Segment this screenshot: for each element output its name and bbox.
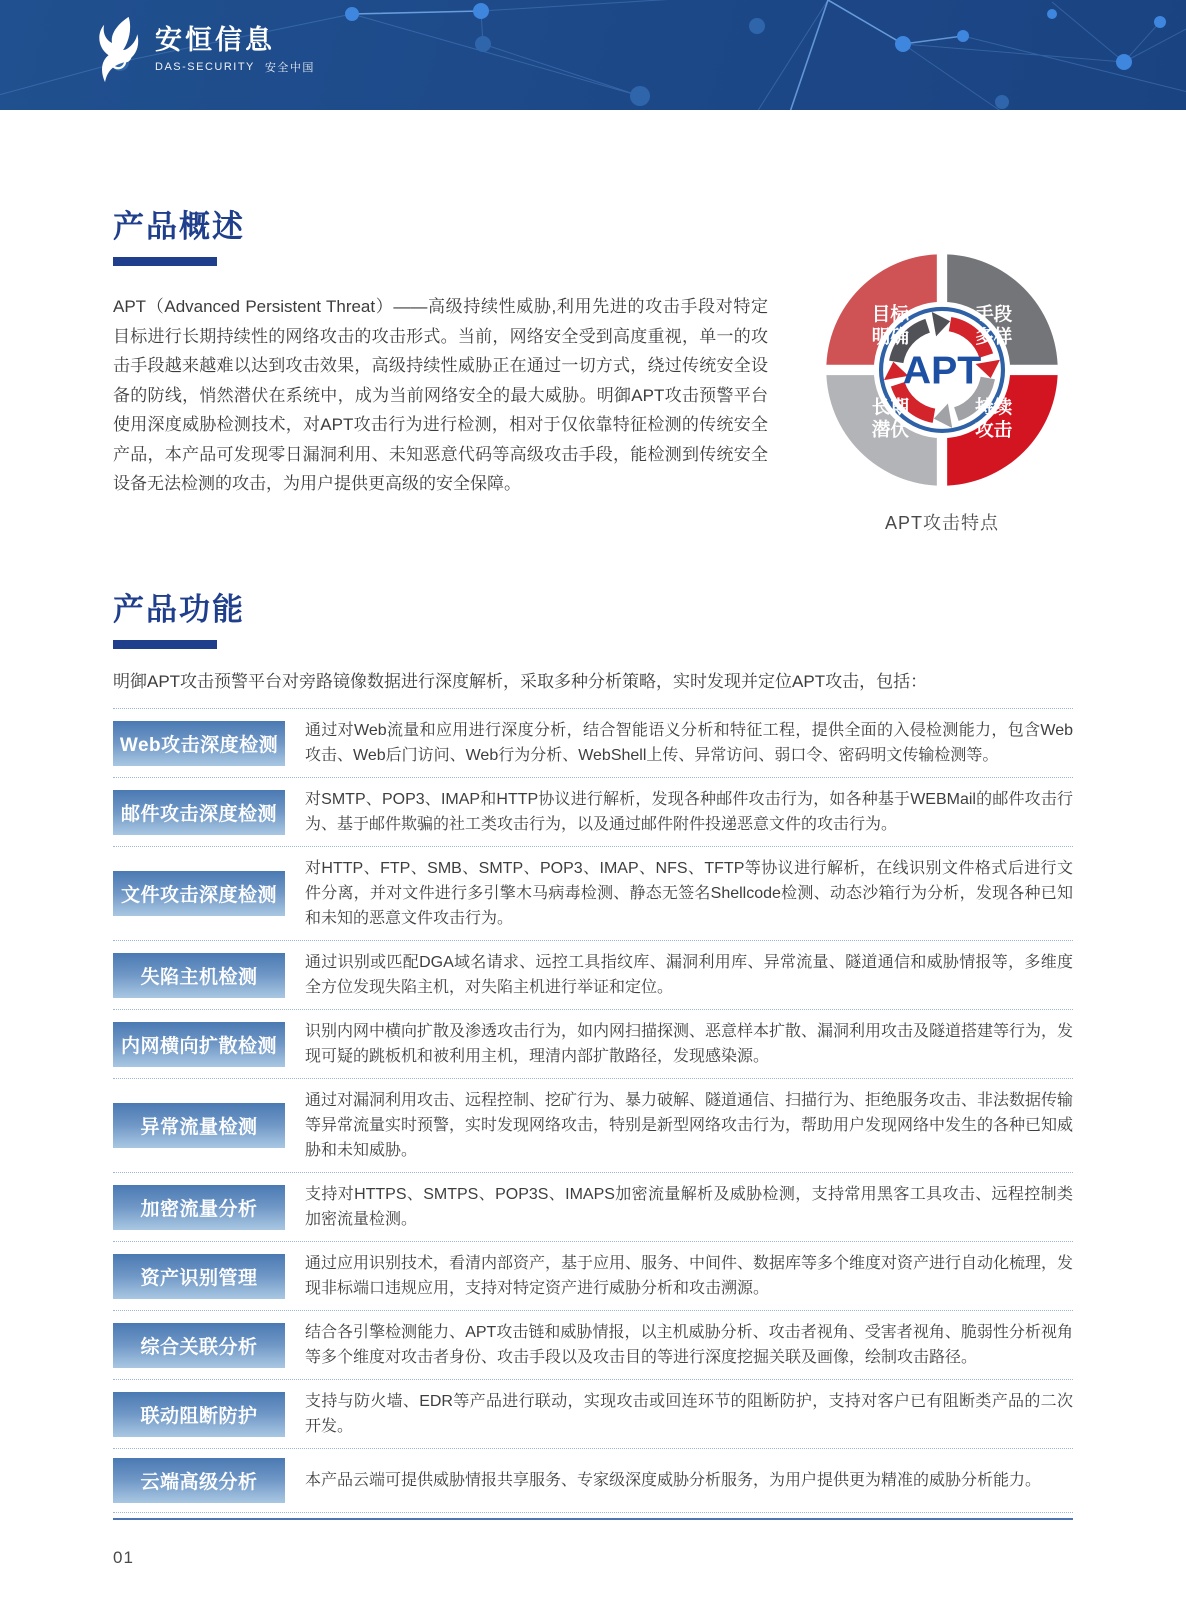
feature-label: 文件攻击深度检测: [113, 871, 285, 916]
logo-swirl-icon: [95, 16, 143, 84]
feature-row: [113, 1379, 1073, 1448]
quadrant-label-tl-2: 明确: [871, 326, 909, 348]
overview-title-underline: [113, 257, 217, 266]
feature-row: [113, 940, 1073, 1009]
feature-description: 支持与防火墙、EDR等产品进行联动，实现攻击或回连环节的阻断防护，支持对客户已有阻断类产品的二次开发。: [305, 1393, 1073, 1435]
quadrant-label-bl-2: 潜伏: [871, 419, 909, 441]
apt-feature-wheel: [818, 248, 1066, 496]
company-logo: [95, 16, 315, 84]
overview-title: 产品概述: [113, 209, 245, 244]
quadrant-label-tr-2: 多样: [975, 326, 1013, 348]
feature-row: [113, 1241, 1073, 1310]
brand-name-en: DAS-SECURITY: [155, 61, 255, 73]
feature-row: [113, 1172, 1073, 1241]
quadrant-label-tl-1: 目标: [871, 303, 909, 325]
feature-description: 通过识别或匹配DGA域名请求、远控工具指纹库、漏洞利用库、异常流量、隧道通信和威胁情报等，多维度全方位发现失陷主机，对失陷主机进行举证和定位。: [305, 954, 1073, 996]
quadrant-label-br-2: 攻击: [975, 419, 1013, 441]
table-bottom-dotted-line: [113, 1512, 1073, 1513]
feature-row: [113, 708, 1073, 777]
page-number: 01: [113, 1548, 134, 1567]
feature-label: 云端高级分析: [113, 1458, 285, 1503]
functions-title: 产品功能: [113, 592, 245, 627]
feature-row: [113, 1448, 1073, 1512]
header-banner: [0, 0, 1186, 110]
functions-intro: 明御APT攻击预警平台对旁路镜像数据进行深度解析，采取多种分析策略，实时发现并定位APT攻击，包括：: [113, 672, 928, 691]
feature-description: 对SMTP、POP3、IMAP和HTTP协议进行解析，发现各种邮件攻击行为，如各种基于WEBMail的邮件攻击行为、基于邮件欺骗的社工类攻击行为，以及通过邮件附件投递恶意文件的攻击行为。: [305, 791, 1073, 833]
feature-description: 本产品云端可提供威胁情报共享服务、专家级深度威胁分析服务，为用户提供更为精准的威胁分析能力。: [305, 1472, 1042, 1489]
feature-row: [113, 777, 1073, 846]
feature-description: 通过对Web流量和应用进行深度分析，结合智能语义分析和特征工程，提供全面的入侵检测能力，包含Web攻击、Web后门访问、Web行为分析、WebShell上传、异常访问、弱口令、密码明文传输检测等。: [305, 722, 1073, 764]
page-footer: [0, 1548, 1186, 1568]
feature-label: 综合关联分析: [113, 1323, 285, 1368]
feature-description: 支持对HTTPS、SMTPS、POP3S、IMAPS加密流量解析及威胁检测，支持常用黑客工具攻击、远程控制类加密流量检测。: [305, 1186, 1073, 1228]
quadrant-label-bl-1: 长期: [871, 396, 909, 418]
functions-table: [113, 708, 1073, 1520]
feature-label: 内网横向扩散检测: [113, 1022, 285, 1067]
feature-row: [113, 1310, 1073, 1379]
apt-center-label: APT: [902, 348, 982, 393]
feature-description: 识别内网中横向扩散及渗透攻击行为，如内网扫描探测、恶意样本扩散、漏洞利用攻击及隧道搭建等行为，发现可疑的跳板机和被利用主机，理清内部扩散路径，发现感染源。: [305, 1023, 1074, 1065]
feature-row: [113, 1078, 1073, 1172]
brand-tagline: 安全中国: [264, 62, 315, 74]
feature-description: 对HTTP、FTP、SMB、SMTP、POP3、IMAP、NFS、TFTP等协议进行解析，在线识别文件格式后进行文件分离，并对文件进行多引擎木马病毒检测、静态无签名Shellcode检测、动态沙箱行为分析，发现各种已知和未知的恶意文件攻击行为。: [305, 860, 1073, 927]
quadrant-label-br-1: 持续: [975, 396, 1013, 418]
feature-description: 通过应用识别技术，看清内部资产，基于应用、服务、中间件、数据库等多个维度对资产进行自动化梳理，发现非标端口违规应用，支持对特定资产进行威胁分析和攻击溯源。: [305, 1255, 1074, 1297]
section-product-overview: [113, 110, 1073, 535]
quadrant-label-tr-1: 手段: [975, 303, 1013, 325]
feature-description: 通过对漏洞利用攻击、远程控制、挖矿行为、暴力破解、隧道通信、扫描行为、拒绝服务攻击、非法数据传输等异常流量实时预警，实时发现网络攻击，特别是新型网络攻击行为，帮助用户发现网络中发生的各种已知威胁和未知威胁。: [305, 1092, 1074, 1159]
feature-label: 加密流量分析: [113, 1185, 285, 1230]
apt-diagram: [811, 248, 1073, 535]
feature-label: Web攻击深度检测: [113, 721, 285, 766]
diagram-caption: APT攻击特点: [884, 513, 999, 533]
table-bottom-solid-line: [113, 1518, 1073, 1520]
overview-paragraph: APT（Advanced Persistent Threat）——高级持续性威胁,利用先进的攻击手段对特定目标进行长期持续性的网络攻击的攻击形式。当前，网络安全受到高度重视，单一的攻击手段越来越难以达到攻击效果，高级持续性威胁正在通过一切方式，绕过传统安全设备的防线，悄然潜伏在系统中，成为当前网络安全的最大威胁。明御APT攻击预警平台使用深度威胁检测技术，对APT攻击行为进行检测，相对于仅依靠特征检测的传统安全产品，本产品可发现零日漏洞利用、未知恶意代码等高级攻击手段，能检测到传统安全设备无法检测的攻击，为用户提供更高级的安全保障。: [113, 297, 768, 493]
feature-row: [113, 1009, 1073, 1078]
feature-label: 资产识别管理: [113, 1254, 285, 1299]
functions-title-underline: [113, 640, 217, 649]
feature-label: 异常流量检测: [113, 1103, 285, 1148]
brand-name-cn: 安恒信息: [155, 25, 275, 55]
page-content: [0, 110, 1186, 1520]
feature-label: 邮件攻击深度检测: [113, 790, 285, 835]
feature-label: 失陷主机检测: [113, 953, 285, 998]
feature-row: [113, 846, 1073, 940]
section-product-functions: [113, 593, 1073, 1520]
feature-label: 联动阻断防护: [113, 1392, 285, 1437]
feature-description: 结合各引擎检测能力、APT攻击链和威胁情报，以主机威胁分析、攻击者视角、受害者视角、脆弱性分析视角等多个维度对攻击者身份、攻击手段以及攻击目的等进行深度挖掘关联及画像，绘制攻击路径。: [305, 1324, 1073, 1366]
